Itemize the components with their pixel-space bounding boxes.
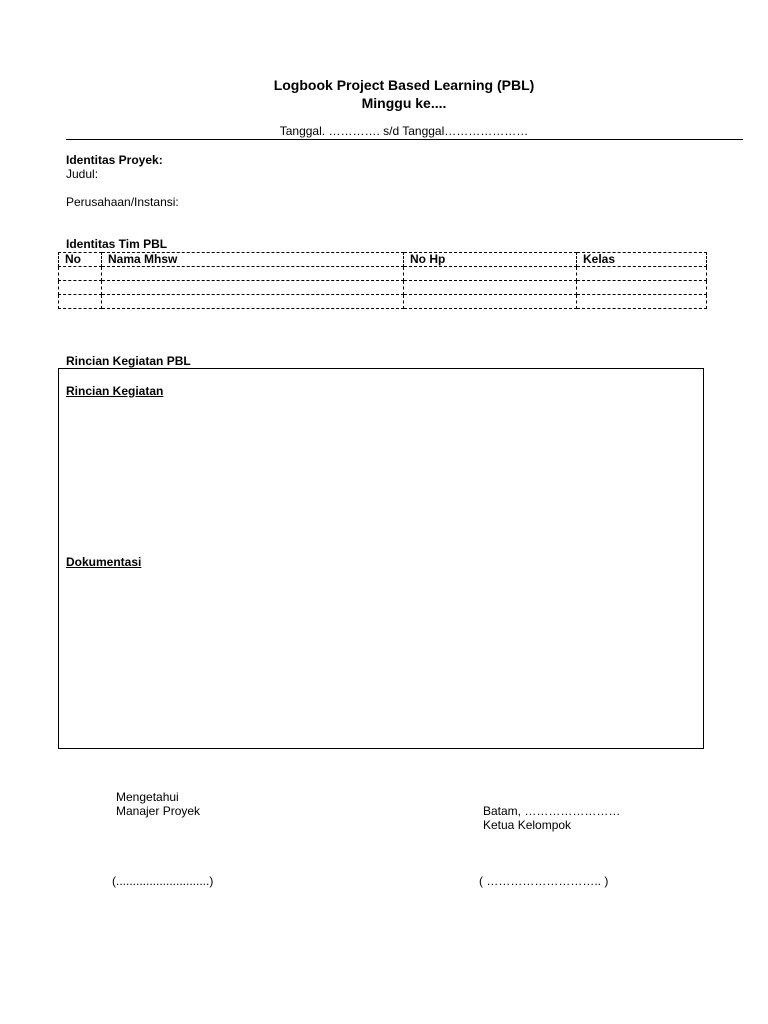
week-title: Minggu ke.... — [361, 95, 447, 111]
col-kelas: Kelas — [577, 253, 707, 267]
table-cell[interactable] — [102, 281, 404, 295]
project-manager-label: Manajer Proyek — [116, 804, 201, 818]
header-divider — [66, 139, 743, 140]
project-section-title: Identitas Proyek: — [66, 153, 163, 167]
table-header-row — [59, 253, 707, 267]
acknowledged-label: Mengetahui — [116, 790, 179, 804]
table-cell[interactable] — [404, 295, 577, 309]
activity-box[interactable] — [58, 368, 704, 749]
col-no-hp: No Hp — [404, 253, 577, 267]
company-label: Perusahaan/Instansi: — [66, 195, 179, 209]
page-title: Logbook Project Based Learning (PBL) — [273, 77, 535, 93]
team-leader-signature: ( ……………………….. ) — [479, 874, 609, 888]
date-range: Tanggal. …………. s/d Tanggal………………… — [279, 124, 529, 138]
table-cell[interactable] — [102, 295, 404, 309]
table-cell[interactable] — [577, 281, 707, 295]
judul-label: Judul: — [66, 167, 99, 181]
col-no: No — [59, 253, 102, 267]
table-cell[interactable] — [102, 267, 404, 281]
table-row — [59, 295, 707, 309]
activity-section-title: Rincian Kegiatan PBL — [66, 354, 191, 368]
place-date-label: Batam, …………………… — [483, 804, 621, 818]
project-manager-signature: (............................) — [112, 874, 214, 888]
activity-details-label: Rincian Kegiatan — [66, 384, 164, 398]
table-cell[interactable] — [577, 267, 707, 281]
col-nama-mhsw: Nama Mhsw — [102, 253, 404, 267]
table-cell[interactable] — [59, 281, 102, 295]
team-leader-label: Ketua Kelompok — [483, 818, 572, 832]
table-cell[interactable] — [404, 267, 577, 281]
table-row — [59, 267, 707, 281]
table-cell[interactable] — [404, 281, 577, 295]
documentation-label: Dokumentasi — [66, 555, 142, 569]
table-cell[interactable] — [59, 267, 102, 281]
table-cell[interactable] — [577, 295, 707, 309]
table-row — [59, 281, 707, 295]
team-table — [58, 252, 707, 309]
team-section-title: Identitas Tim PBL — [66, 237, 168, 251]
table-cell[interactable] — [59, 295, 102, 309]
